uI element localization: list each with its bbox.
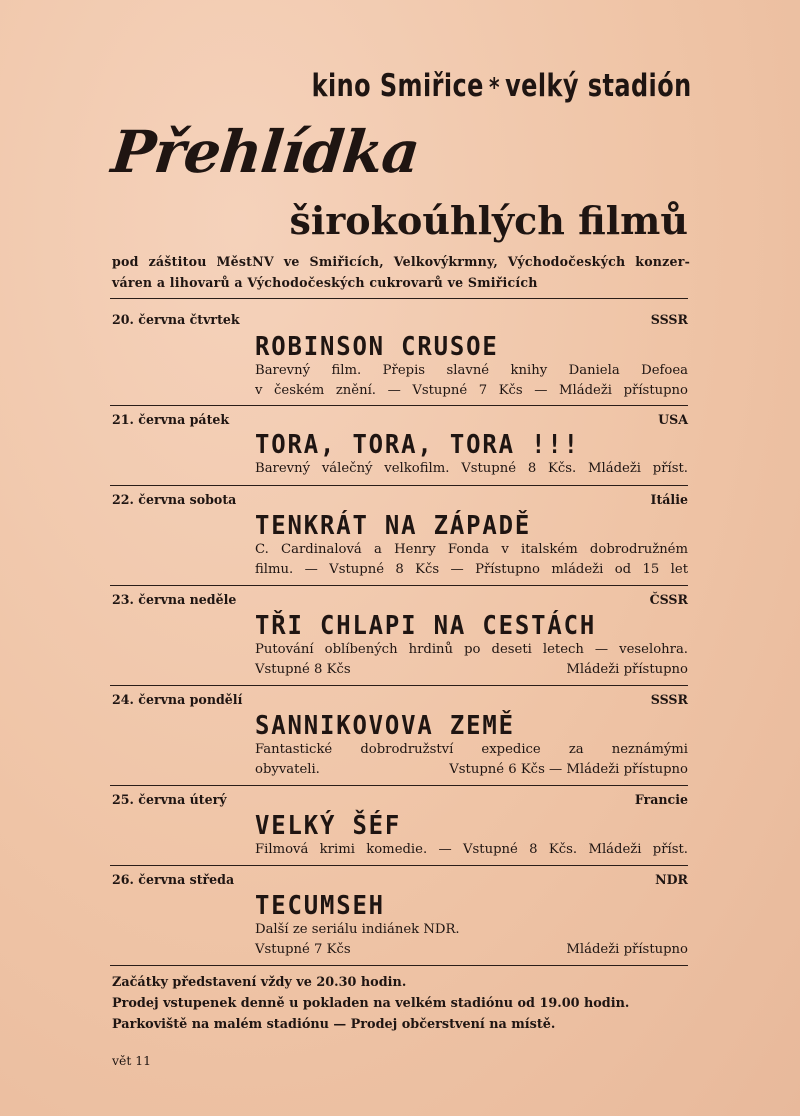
film-title: ROBINSON CRUSOE [255,332,499,362]
footer-parking: Parkoviště na malém stadiónu — Prodej občerstvení na místě. [112,1017,556,1032]
venue-cinema: kino Smiřice [311,68,484,104]
patronage-line-1: pod záštitou MěstNV ve Smiřicích, Velkovýkrmny, Východočeských konzer- [112,254,690,269]
film-admission: Vstupné 6 Kčs — Mládeži přístupno [449,762,688,777]
poster-title: Přehlídka [108,118,423,186]
film-description-line: Další ze seriálu indiánek NDR. [255,922,460,937]
film-description-line [255,760,688,780]
screening-country: ČSSR [649,592,688,607]
footer-notes [112,972,702,1035]
print-code: vět 11 [112,1053,152,1068]
screening-country: Itálie [650,492,688,507]
screening-date: 22. června sobota [112,492,237,507]
film-title: TŘI CHLAPI NA CESTÁCH [255,611,597,641]
divider [110,685,688,686]
star-icon: * [489,73,500,103]
film-description-line: Barevný válečný velkofilm. Vstupné 8 Kčs. Mládeži příst. [255,461,688,476]
film-description-line: filmu. — Vstupné 8 Kčs — Přístupno mládeži od 15 let [255,562,688,577]
screening-date: 25. června úterý [112,792,227,807]
divider [110,585,688,586]
screening-date: 26. června středa [112,872,235,887]
film-description-line: v českém znění. — Vstupné 7 Kčs — Mládeži přístupno [255,383,688,398]
screening-country: Francie [634,792,688,807]
screening-country: SSSR [650,312,688,327]
film-description-line: C. Cardinalová a Henry Fonda v italském dobrodružném [255,542,688,557]
film-description-line: Barevný film. Přepis slavné knihy Daniela Defoea [255,363,688,378]
film-audience: Mládeži přístupno [566,942,688,957]
venue-heading [312,68,690,104]
screening-date: 23. června neděle [112,592,237,607]
film-description-line [255,940,688,960]
divider [110,865,688,866]
screening-date: 21. června pátek [112,412,230,427]
film-title: VELKÝ ŠÉF [255,811,402,841]
screening-date: 20. června čtvrtek [112,312,240,327]
film-title: TENKRÁT NA ZÁPADĚ [255,511,532,541]
divider [110,298,688,299]
patronage-line-2: váren a lihovarů a Východočeských cukrovarů ve Smiřicích [112,275,538,290]
film-title: TECUMSEH [255,891,385,921]
film-admission: Vstupné 8 Kčs [255,662,351,677]
venue-stadium: velký stadión [505,68,692,104]
film-description-line: Fantastické dobrodružství expedice za neznámými [255,742,688,757]
divider [110,485,688,486]
divider [110,965,688,966]
film-description-line: Filmová krimi komedie. — Vstupné 8 Kčs. Mládeži příst. [255,842,688,857]
footer-ticket-sales: Prodej vstupenek denně u pokladen na velkém stadiónu od 19.00 hodin. [112,996,630,1011]
film-audience: Mládeži přístupno [566,662,688,677]
footer-start-time: Začátky představení vždy ve 20.30 hodin. [112,975,407,990]
divider [110,405,688,406]
film-description-line: Putování oblíbených hrdinů po deseti letech — veselohra. [255,642,688,657]
film-description-line [255,660,688,680]
film-title: SANNIKOVOVA ZEMĚ [255,711,515,741]
poster-subtitle: širokoúhlých filmů [289,198,688,243]
patronage-note [112,251,690,293]
screening-date: 24. června pondělí [112,692,243,707]
film-description-end: obyvateli. [255,762,320,777]
film-title: TORA, TORA, TORA !!! [255,430,580,460]
film-admission: Vstupné 7 Kčs [255,942,351,957]
screening-country: NDR [655,872,688,887]
screening-country: SSSR [650,692,688,707]
screening-country: USA [658,412,688,427]
divider [110,785,688,786]
